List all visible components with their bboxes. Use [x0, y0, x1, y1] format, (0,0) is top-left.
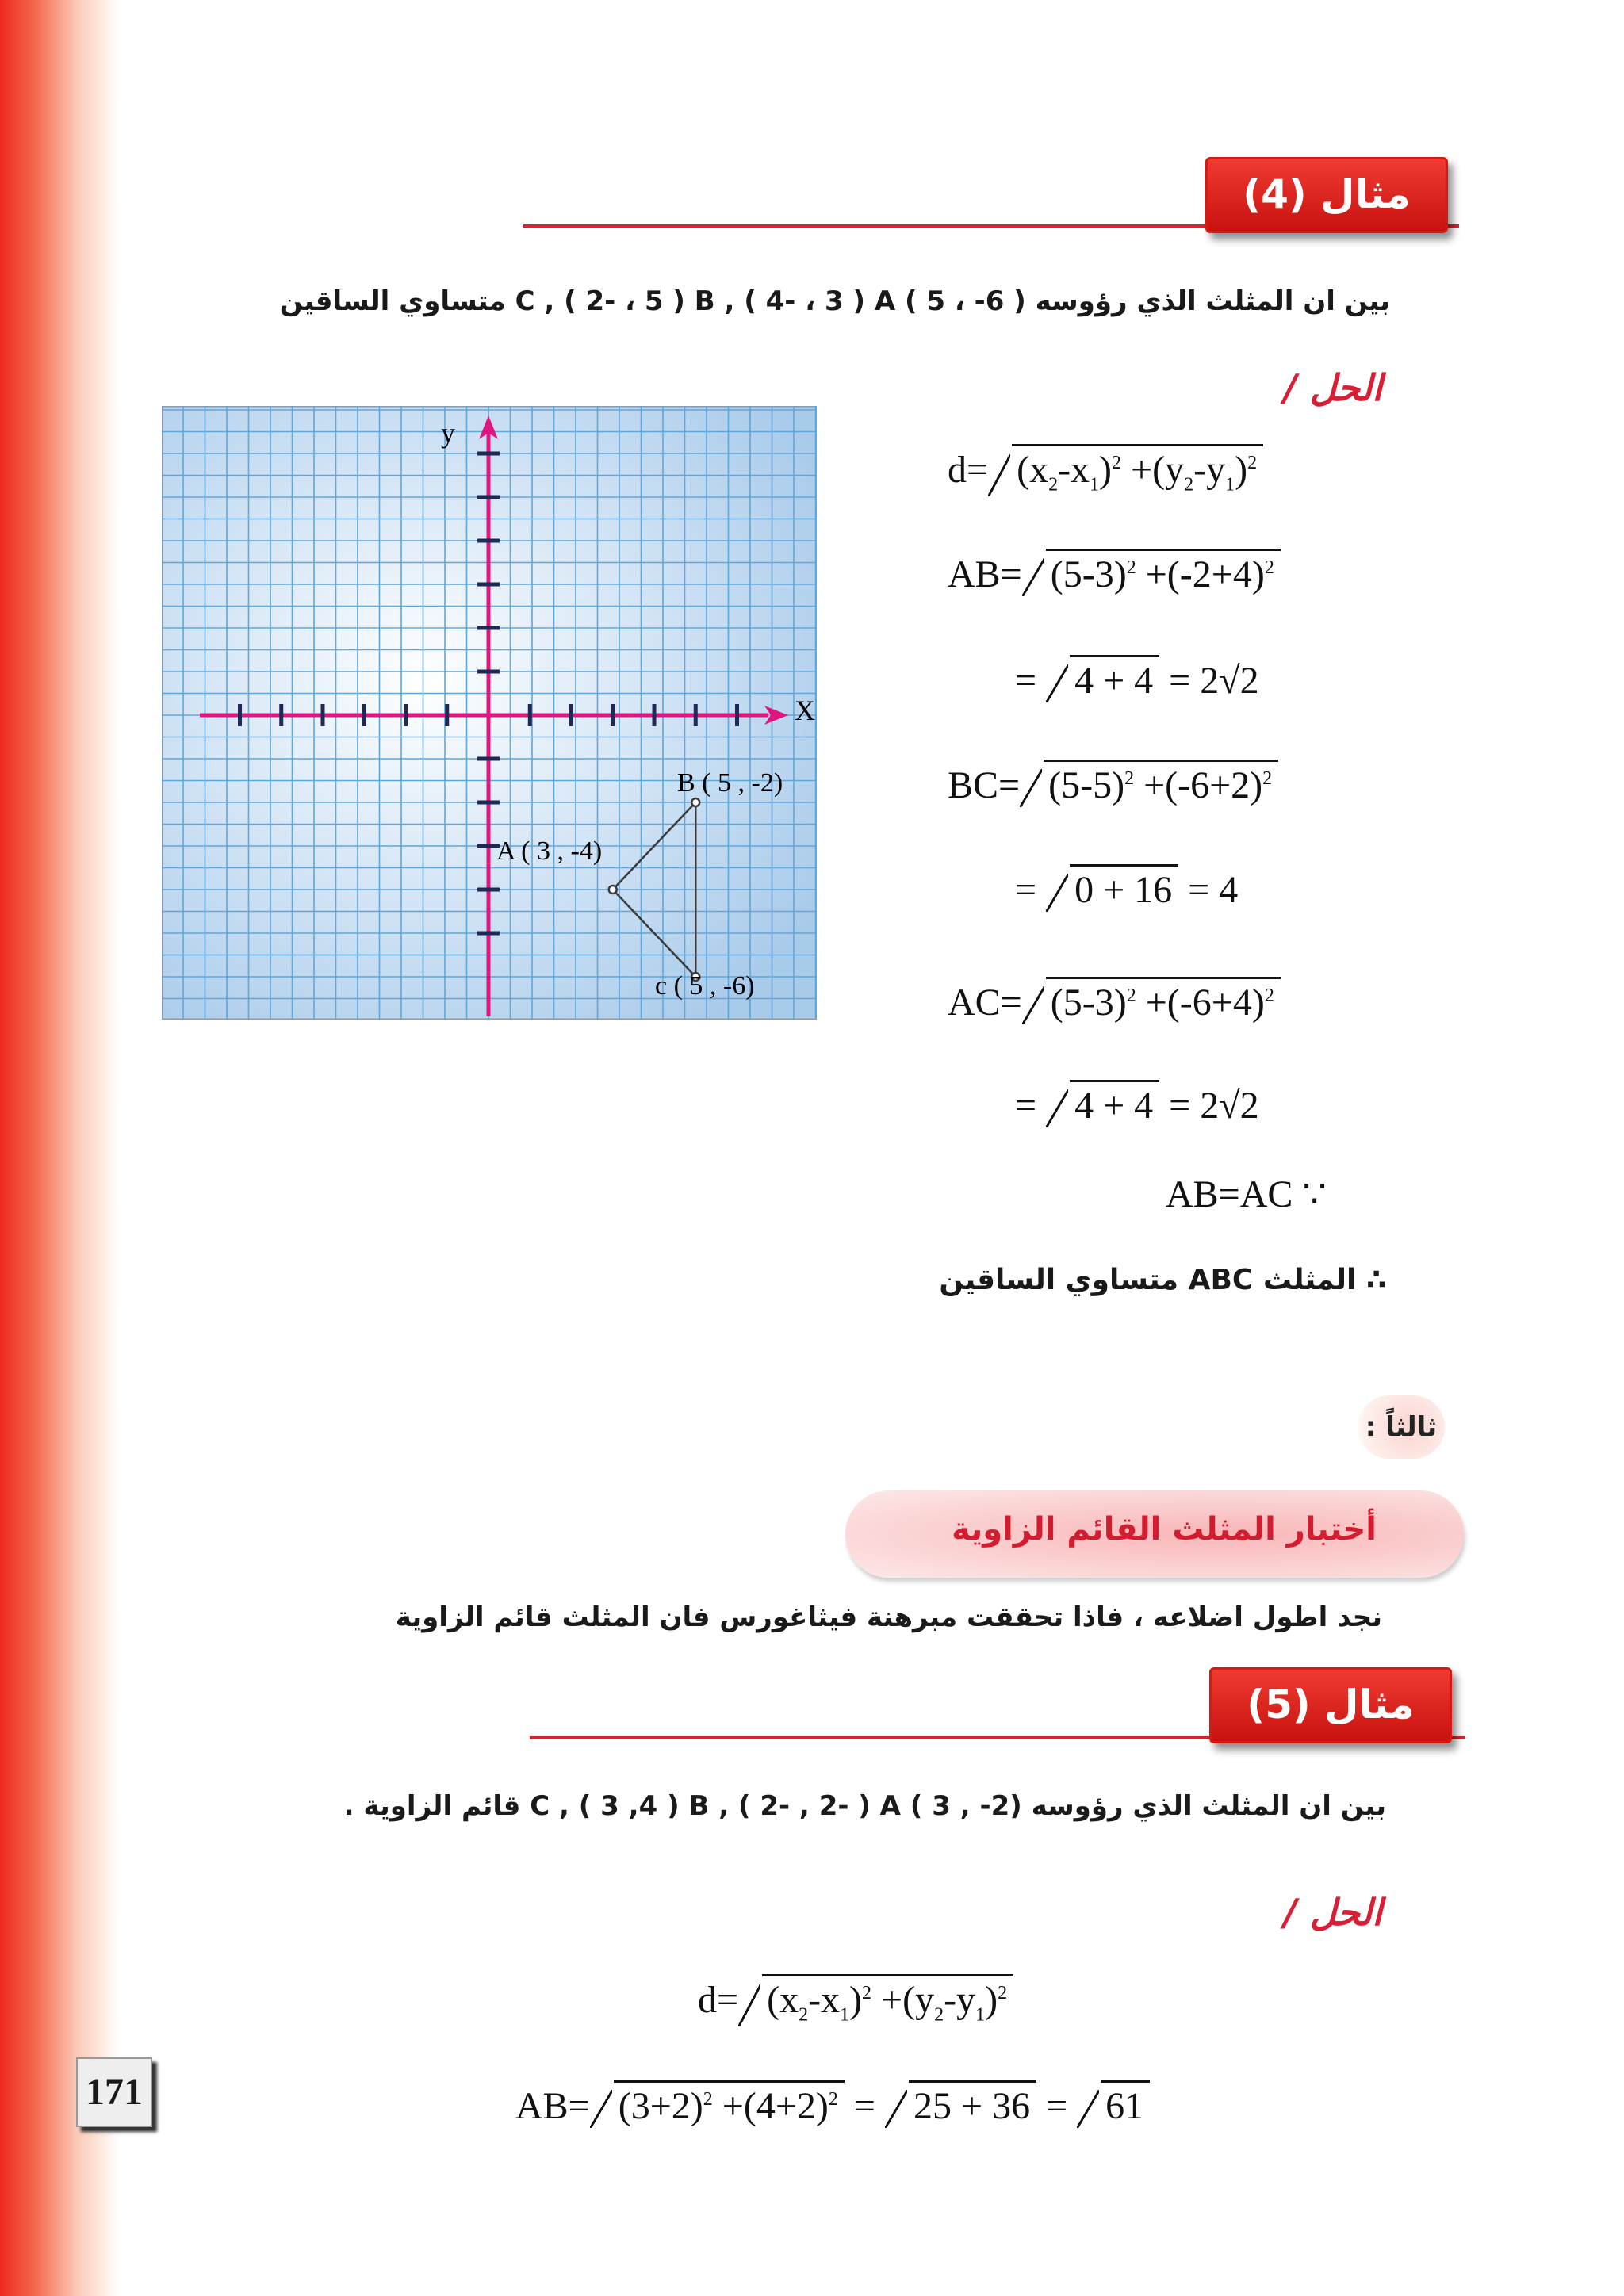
point-label-a: A ( 3 , -4): [496, 836, 603, 866]
page-number: 171: [76, 2057, 152, 2127]
question-prefix: بين ان المثلث الذي رؤوسه: [1031, 1790, 1386, 1822]
example5-question: [344, 1790, 1386, 1822]
point-label-c: c ( 5 , -6): [655, 971, 755, 1001]
ab-result: = 4 + 4 = 2√2: [1015, 655, 1259, 702]
question-prefix: بين ان المثلث الذي رؤوسه: [1035, 285, 1390, 317]
point-label-b: B ( 5 , -2): [677, 768, 783, 798]
distance-formula: $d= (x_2-x_1)^2 +(y_2-y_1)^2$: [948, 444, 1263, 496]
conclusion-text: المثلث ABC متساوي الساقين: [939, 1264, 1357, 1296]
example5-title: مثال (5): [1209, 1667, 1452, 1743]
example4-title: مثال (4): [1205, 157, 1448, 233]
example4-solution-label: الحل /: [1283, 366, 1382, 409]
coordinate-graph: [162, 406, 817, 1020]
example5-distance-formula: $d= (x_2-x_1)^2 +(y_2-y_1)^2$: [698, 1974, 1013, 2026]
ab-step: $AB= (5-3)^2 +(-2+4)^2$: [948, 549, 1281, 596]
therefore-symbol: ∴: [1365, 1264, 1386, 1296]
bc-step: $BC= (5-5)^2 +(-6+2)^2$: [948, 760, 1278, 807]
section-heading-pill: [845, 1490, 1464, 1578]
vertex-a: [609, 886, 617, 894]
ac-result: = 4 + 4 = 2√2: [1015, 1080, 1259, 1127]
y-axis-label: y: [441, 417, 455, 449]
page-edge-gradient: [0, 0, 119, 2296]
d-lhs: d=: [948, 449, 989, 491]
example4-question: [280, 285, 1390, 317]
example5-ab-step: $AB= (3+2)^2 +(4+2)^2 = 25 + 36 = 61$: [515, 2080, 1150, 2128]
question-vertices: ( 6- ، 5 ) C , ( 2- ، 5 ) B , ( 4- ، 3 ) A: [515, 285, 1026, 317]
section-description: نجد اطول اضلاعه ، فاذا تحققت مبرهنة فيثاغورس فان المثلث قائم الزاوية: [395, 1601, 1382, 1633]
example5-solution-label: الحل /: [1283, 1891, 1382, 1934]
bc-result: = 0 + 16 = 4: [1015, 864, 1238, 912]
ac-step: $AC= (5-3)^2 +(-6+4)^2$: [948, 977, 1281, 1024]
question-suffix: متساوي الساقين: [279, 285, 506, 317]
because-line: AB=AC ∵: [1166, 1173, 1327, 1215]
section-third-badge: ثالثاً :: [1358, 1395, 1445, 1459]
vertex-b: [691, 798, 699, 806]
x-axis-label: X: [795, 695, 815, 726]
conclusion-line: [939, 1264, 1386, 1296]
section-heading: أختبار المثلث القائم الزاوية: [952, 1511, 1377, 1548]
question-vertices: (2- , 3 ) C , ( 3 ,4 ) B , ( 2- , 2- ) A: [530, 1790, 1022, 1822]
question-suffix: قائم الزاوية .: [343, 1790, 521, 1822]
